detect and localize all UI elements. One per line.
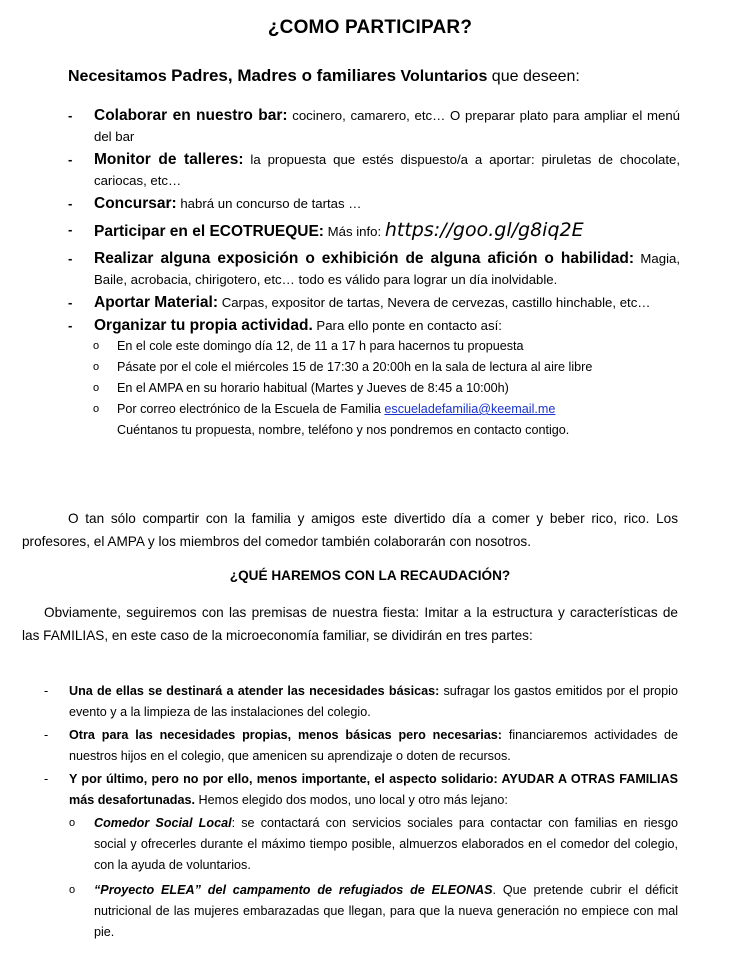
ecotrueque-link[interactable]: https://goo.gl/g8iq2E xyxy=(384,219,584,241)
contact-text-2: Cuéntanos tu propuesta, nombre, teléfono y nos pondremos en contacto contigo. xyxy=(117,423,570,437)
dash-marker: - xyxy=(44,728,49,742)
intro-text-4: que deseen: xyxy=(491,68,580,85)
funds-list xyxy=(44,681,678,943)
share-paragraph: O tan sólo compartir con la familia y amigos este divertido día a comer y beber rico, rico. Los profesores, el AMPA y los miembros del comedor también colaborarán con nosotros. xyxy=(22,511,678,549)
item-text: Magia, Baile, acrobacia, chirigotero, etc… todo es válido para lograr un día inolvidable. xyxy=(94,251,680,287)
circle-marker: o xyxy=(93,361,100,373)
item-text: habrá un concurso de tartas … xyxy=(176,196,362,211)
item-lead: Monitor de talleres: xyxy=(94,151,244,168)
list-item xyxy=(68,248,680,290)
item-text: : se contactará con servicios sociales para contactar con familias en riesgo social y ofrecerles durante el máximo tiempo posible, almuerzos elaborados en el comedor del colegio, con la ayuda de voluntarios. xyxy=(94,816,678,872)
contact-item xyxy=(68,336,680,357)
item-text: la propuesta que estés dispuesto/a a aportar: piruletas de chocolate, cariocas, etc… xyxy=(94,152,680,188)
circle-marker: o xyxy=(93,382,100,394)
item-lead: Una de ellas se destinará a atender las necesidades básicas: xyxy=(69,684,440,698)
item-lead: Y por último, pero no por ello, menos importante, el aspecto solidario: AYUDAR A OTRAS FAMILIAS más desafortunadas. xyxy=(69,772,678,807)
circle-marker: o xyxy=(93,403,100,415)
circle-marker: o xyxy=(69,884,76,896)
dash-marker: - xyxy=(44,772,49,786)
item-text: Carpas, expositor de tartas, Nevera de cervezas, castillo hinchable, etc… xyxy=(218,295,651,310)
list-item xyxy=(68,292,680,313)
item-text: Para ello ponte en contacto así: xyxy=(312,318,502,333)
item-lead: “Proyecto ELEA” del campamento de refugiados de ELEONAS xyxy=(94,883,493,897)
dash-marker: - xyxy=(68,196,73,211)
dash-marker: - xyxy=(68,108,73,123)
dash-marker: - xyxy=(68,152,73,167)
contact-text: En el cole este domingo día 12, de 11 a 17 h para hacernos tu propuesta xyxy=(117,339,524,353)
list-item xyxy=(44,725,678,767)
item-lead: Realizar alguna exposición o exhibición de alguna afición o habilidad: xyxy=(94,250,635,267)
dash-marker: - xyxy=(68,295,73,310)
circle-marker: o xyxy=(93,340,100,352)
solidarity-list xyxy=(44,813,678,943)
dash-marker: - xyxy=(68,222,73,237)
item-text: Más info: xyxy=(323,224,385,239)
item-lead: Participar en el ECOTRUEQUE: xyxy=(94,223,324,240)
email-link[interactable]: escueladefamilia@keemail.me xyxy=(384,402,556,416)
item-lead: Otra para las necesidades propias, menos básicas pero necesarias: xyxy=(69,728,502,742)
list-item xyxy=(68,217,680,245)
solidarity-item xyxy=(44,813,678,876)
intro-line xyxy=(68,66,580,86)
list-item xyxy=(68,193,680,214)
item-lead: Organizar tu propia actividad. xyxy=(94,317,313,334)
item-lead: Concursar: xyxy=(94,195,177,212)
list-item xyxy=(68,149,680,191)
intro-text-3: Voluntarios xyxy=(400,68,488,85)
dash-marker: - xyxy=(44,684,49,698)
contact-list xyxy=(68,336,680,441)
item-text: Hemos elegido dos modos, uno local y otro más lejano: xyxy=(194,793,508,807)
contact-item xyxy=(68,378,680,399)
solidarity-item xyxy=(44,880,678,943)
contact-text: En el AMPA en su horario habitual (Martes y Jueves de 8:45 a 10:00h) xyxy=(117,381,509,395)
item-lead: Colaborar en nuestro bar: xyxy=(94,107,288,124)
participation-list xyxy=(68,105,680,441)
item-text: . Que pretende cubrir el déficit nutricional de las mujeres embarazadas que llegan, para que la nueva generación no empiece con mal pie. xyxy=(94,883,678,939)
dash-marker: - xyxy=(68,251,73,266)
list-item xyxy=(68,105,680,147)
intro-text-2: Padres, Madres o familiares xyxy=(171,66,397,85)
dash-marker: - xyxy=(68,318,73,333)
funds-paragraph: Obviamente, seguiremos con las premisas de nuestra fiesta: Imitar a la estructura y características de las FAMILIAS, en este caso de la microeconomía familiar, se dividirán en tres partes: xyxy=(22,605,678,643)
list-item xyxy=(44,681,678,723)
contact-item xyxy=(68,357,680,378)
circle-marker: o xyxy=(69,817,76,829)
list-item xyxy=(44,769,678,811)
section-subtitle: ¿QUÉ HAREMOS CON LA RECAUDACIÓN? xyxy=(229,568,511,583)
item-lead: Comedor Social Local xyxy=(94,816,232,830)
contact-text: Pásate por el cole el miércoles 15 de 17:30 a 20:00h en la sala de lectura al aire libre xyxy=(117,360,593,374)
page-title: ¿COMO PARTICIPAR? xyxy=(267,17,473,38)
item-lead: Aportar Material: xyxy=(94,294,219,311)
item-text: financiaremos actividades de nuestros hijos en el colegio, que amenicen su aprendizaje o doten de recursos. xyxy=(69,728,678,763)
item-text: cocinero, camarero, etc… O preparar plato para ampliar el menú del bar xyxy=(94,108,680,144)
contact-text: Por correo electrónico de la Escuela de Familia xyxy=(117,402,385,416)
item-text: sufragar los gastos emitidos por el propio evento y a la limpieza de las instalaciones del colegio. xyxy=(69,684,678,719)
intro-text-1: Necesitamos xyxy=(68,68,167,85)
contact-item xyxy=(68,399,680,441)
list-item xyxy=(68,315,680,336)
